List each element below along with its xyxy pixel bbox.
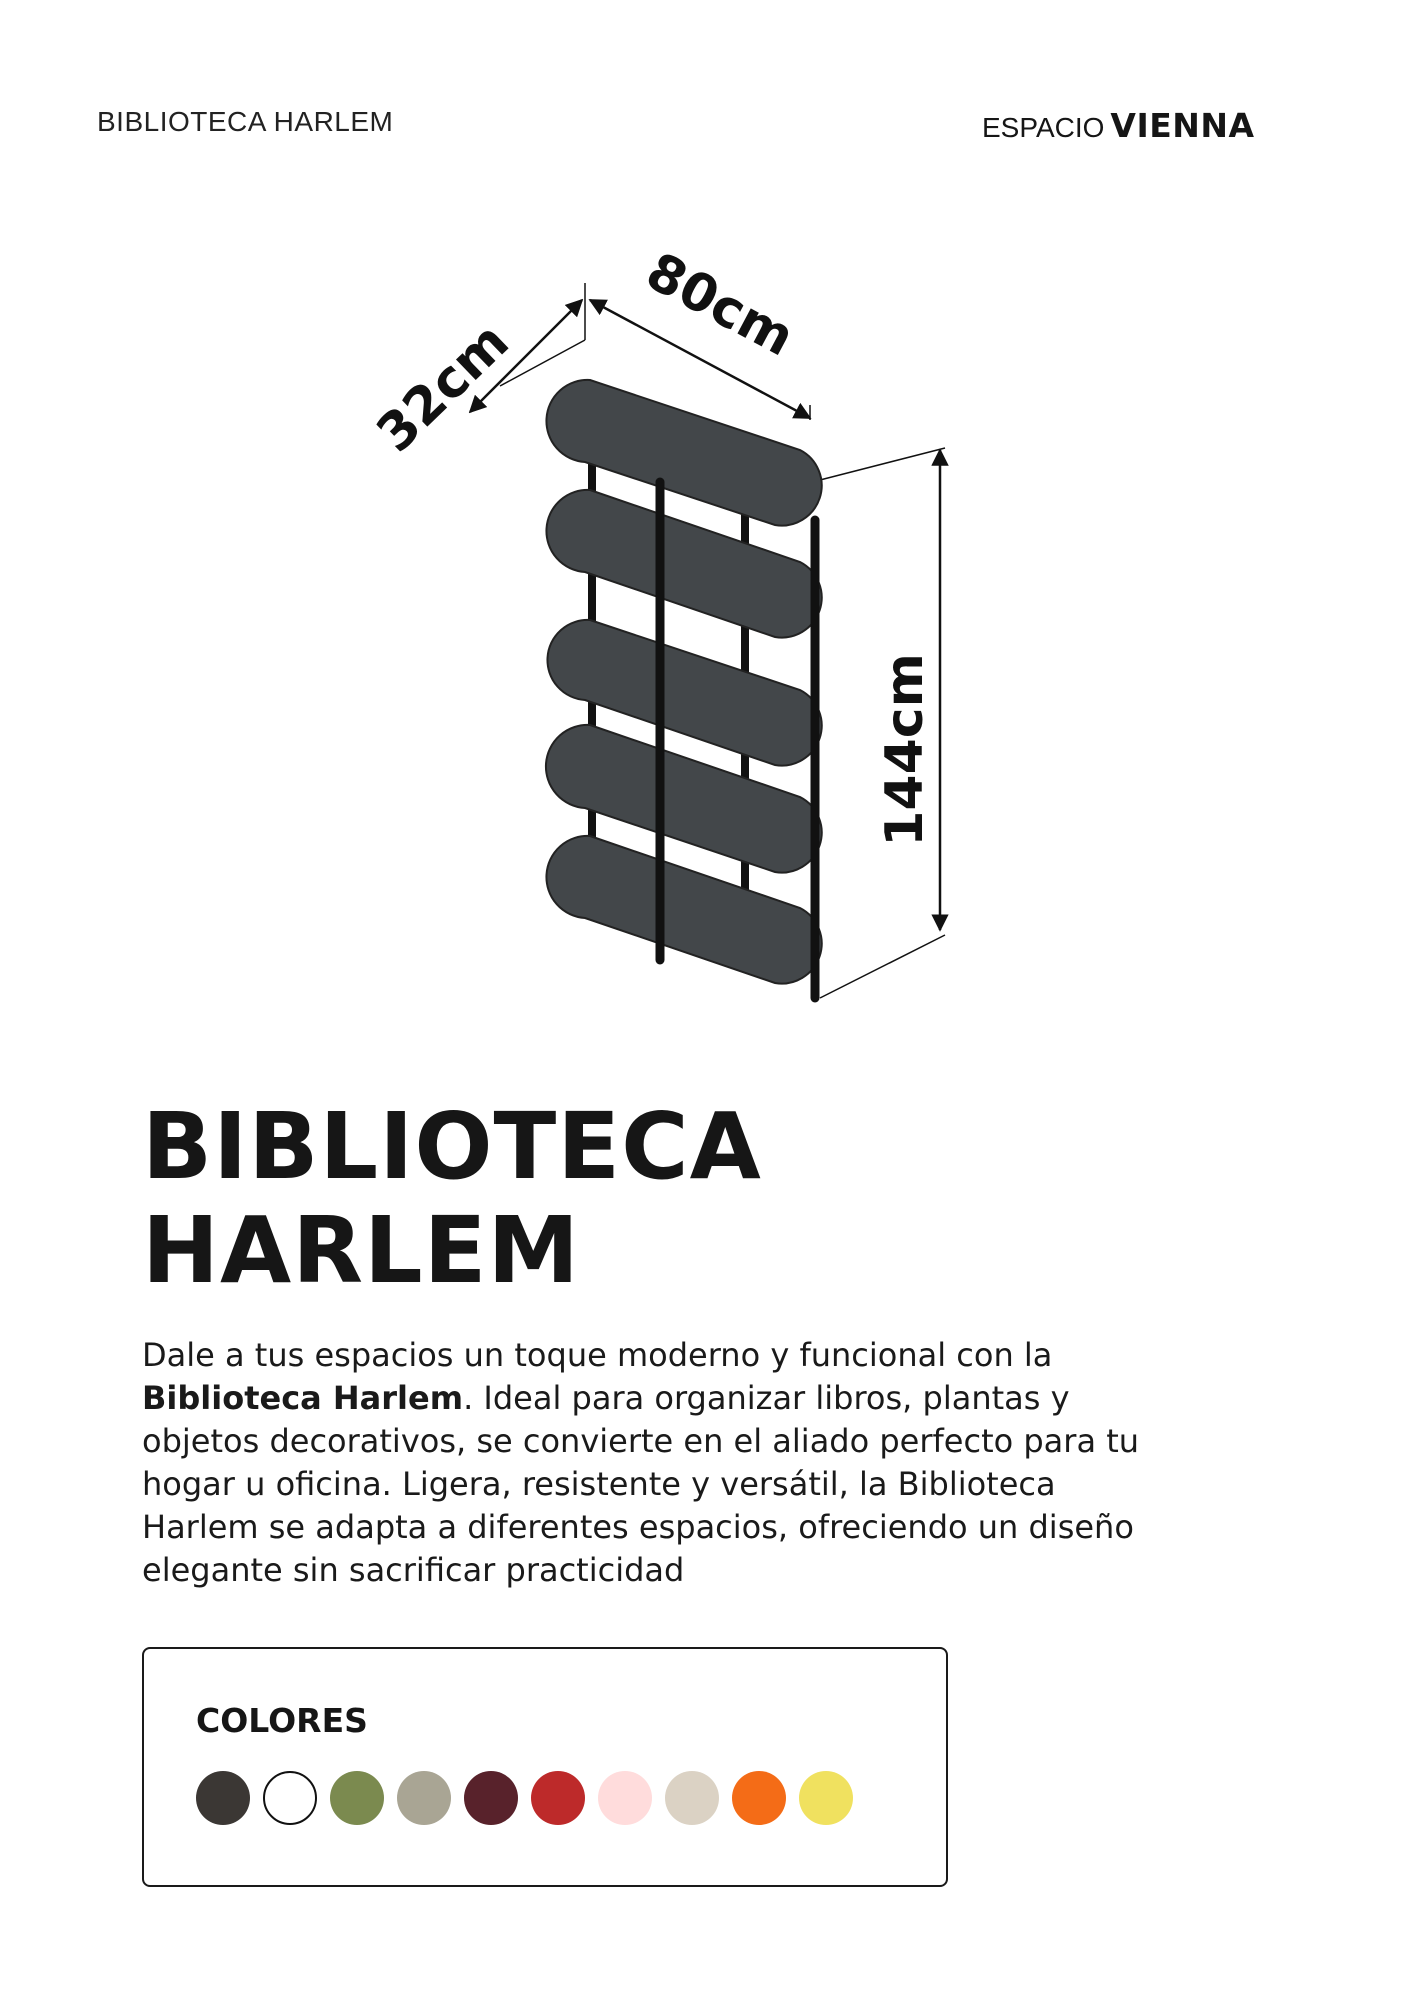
brand-prefix: ESPACIO — [982, 112, 1105, 143]
color-swatch-wine[interactable] — [464, 1771, 518, 1825]
color-swatch-beige[interactable] — [665, 1771, 719, 1825]
description-text-2: . Ideal para organizar libros, plantas y objetos decorativos, se convierte en el aliado perfecto para tu hogar u oficina. Ligera, resistente y versátil, la Biblioteca Harlem se adapta a diferentes espacios, ofreciendo un diseño elegante sin sacrificar practicidad — [142, 1379, 1140, 1589]
height-label: 144cm — [875, 653, 935, 847]
brand-name: VIENNA — [1110, 106, 1255, 145]
depth-label: 32cm — [365, 311, 521, 465]
title-line-1: BIBLIOTECA — [142, 1093, 762, 1200]
title-line-2: HARLEM — [142, 1197, 581, 1304]
width-label: 80cm — [636, 241, 804, 369]
colors-panel — [142, 1647, 948, 1887]
color-swatch-taupe[interactable] — [397, 1771, 451, 1825]
color-swatch-olive[interactable] — [330, 1771, 384, 1825]
product-description — [142, 1334, 1142, 1592]
color-swatch-black[interactable] — [196, 1771, 250, 1825]
document-label: BIBLIOTECA HARLEM — [97, 106, 394, 137]
color-swatch-red[interactable] — [531, 1771, 585, 1825]
color-swatch-yellow[interactable] — [799, 1771, 853, 1825]
color-swatch-pink[interactable] — [598, 1771, 652, 1825]
color-swatch-list — [196, 1771, 866, 1825]
colors-heading: COLORES — [196, 1701, 368, 1740]
description-text-1: Dale a tus espacios un toque moderno y funcional con la — [142, 1336, 1053, 1374]
color-swatch-orange[interactable] — [732, 1771, 786, 1825]
description-bold: Biblioteca Harlem — [142, 1379, 464, 1417]
color-swatch-white[interactable] — [263, 1771, 317, 1825]
product-title — [142, 1095, 762, 1303]
